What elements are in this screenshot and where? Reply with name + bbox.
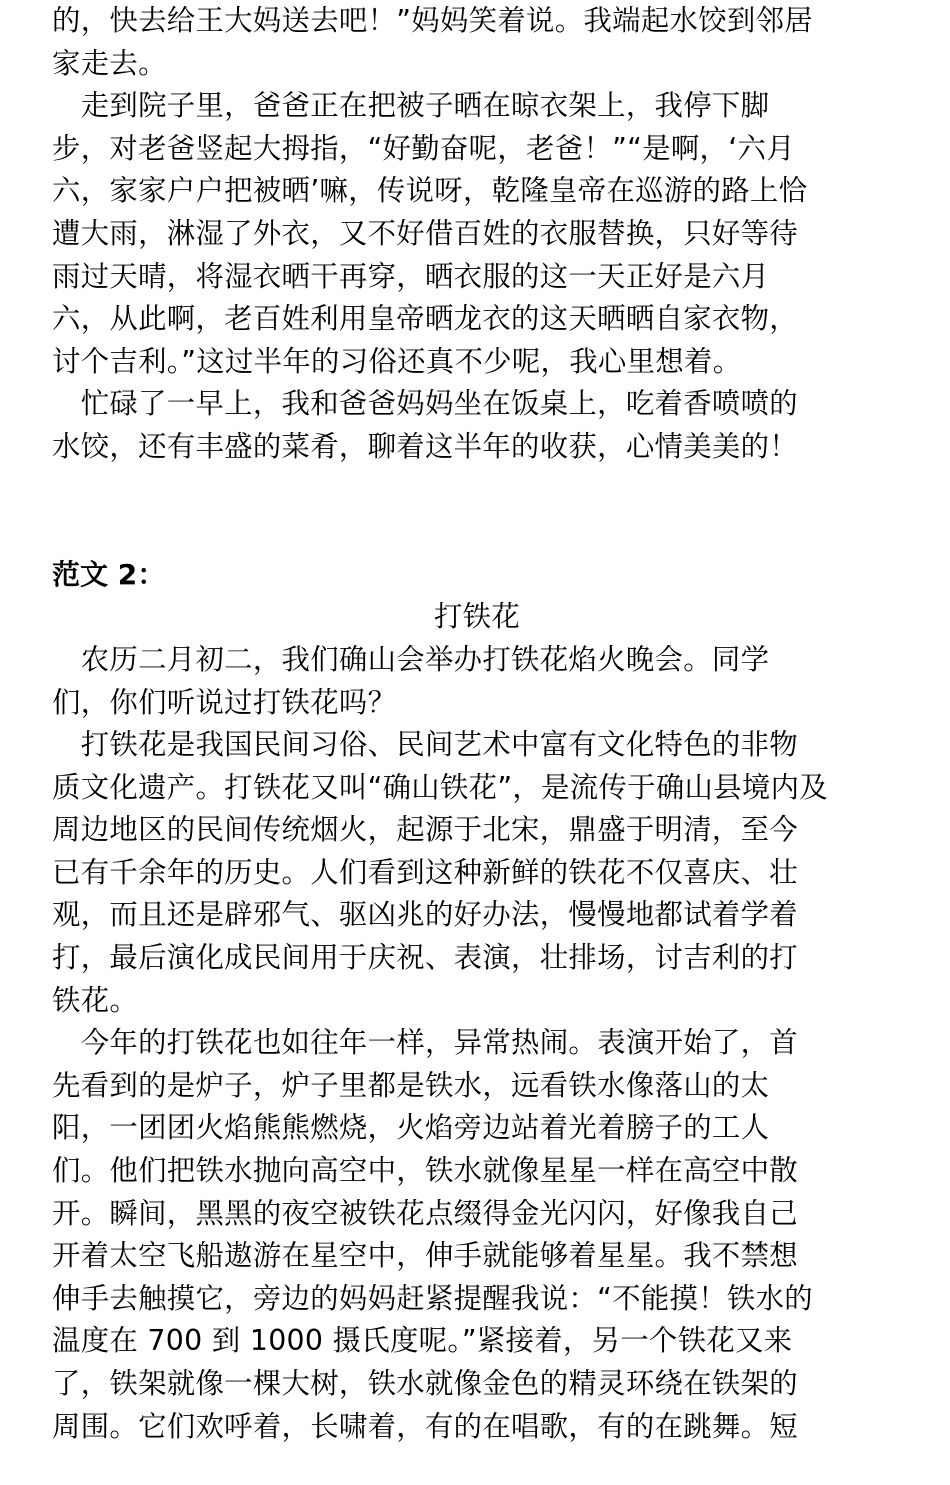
paragraph	[52, 1022, 902, 1448]
paragraph	[52, 639, 902, 724]
text-line: 打铁花是我国民间习俗、民间艺术中富有文化特色的非物	[52, 728, 798, 762]
text-line: 六，从此啊，老百姓利用皇帝晒龙衣的这天晒晒自家衣物，	[52, 302, 798, 336]
text-line: 步，对老爸竖起大拇指，“好勤奋呢，老爸！”“是啊，‘六月	[52, 131, 795, 165]
paragraph	[52, 85, 902, 383]
text-line: 打，最后演化成民间用于庆祝、表演，壮排场，讨吉利的打	[52, 941, 798, 975]
text-line: 讨个吉利。”这过半年的习俗还真不少呢，我心里想着。	[52, 344, 742, 378]
essay-title: 打铁花	[433, 600, 521, 634]
text-line: 的，快去给王大妈送去吧！”妈妈笑着说。我端起水饺到邻居	[52, 4, 813, 37]
text-line: 观，而且还是辟邪气、驱凶兆的好办法，慢慢地都试着学着	[52, 898, 798, 932]
text-line: 铁花。	[52, 983, 139, 1017]
text-line: 雨过天晴，将湿衣晒干再穿，晒衣服的这一天正好是六月	[52, 259, 770, 293]
text-line: 六，家家户户把被晒’嘛，传说呀，乾隆皇帝在巡游的路上恰	[52, 174, 808, 208]
text-line: 们，你们听说过打铁花吗？	[52, 685, 397, 719]
text-line: 开着太空飞船遨游在星空中，伸手就能够着星星。我不禁想	[52, 1239, 798, 1273]
paragraph	[52, 0, 902, 85]
text-line: 忙碌了一早上，我和爸爸妈妈坐在饭桌上，吃着香喷喷的	[52, 387, 798, 421]
text-line: 周围。它们欢呼着，长啸着，有的在唱歌，有的在跳舞。短	[52, 1409, 798, 1443]
text-line: 先看到的是炉子，炉子里都是铁水，远看铁水像落山的太	[52, 1068, 770, 1102]
text-line: 已有千余年的历史。人们看到这种新鲜的铁花不仅喜庆、壮	[52, 855, 798, 889]
continued-paragraphs	[52, 0, 902, 469]
text-line: 质文化遗产。打铁花又叫“确山铁花”，是流传于确山县境内及	[52, 770, 828, 804]
text-line: 温度在 700 到 1000 摄氏度呢。”紧接着，另一个铁花又来	[52, 1324, 793, 1358]
text-line: 家走去。	[52, 46, 167, 80]
text-line: 周边地区的民间传统烟火，起源于北宋，鼎盛于明清，至今	[52, 813, 798, 847]
text-line: 遭大雨，淋湿了外衣，又不好借百姓的衣服替换，只好等待	[52, 216, 798, 250]
text-line: 今年的打铁花也如往年一样，异常热闹。表演开始了，首	[52, 1026, 798, 1060]
blank-line	[52, 469, 902, 512]
text-line: 了，铁架就像一棵大树，铁水就像金色的精灵环绕在铁架的	[52, 1367, 798, 1400]
text-line: 伸手去触摸它，旁边的妈妈赶紧提醒我说：“不能摸！铁水的	[52, 1281, 813, 1315]
text-line: 农历二月初二，我们确山会举办打铁花焰火晚会。同学	[52, 642, 770, 676]
text-line: 开。瞬间，黑黑的夜空被铁花点缀得金光闪闪，好像我自己	[52, 1196, 798, 1230]
text-line: 们。他们把铁水抛向高空中，铁水就像星星一样在高空中散	[52, 1154, 798, 1188]
text-line: 走到院子里，爸爸正在把被子晒在晾衣架上，我停下脚	[52, 89, 770, 123]
essay-body	[52, 639, 902, 1448]
paragraph	[52, 383, 902, 468]
blank-line	[52, 511, 902, 554]
document-page	[52, 0, 902, 1448]
paragraph	[52, 724, 902, 1022]
text-line: 水饺，还有丰盛的菜肴，聊着这半年的收获，心情美美的！	[52, 429, 798, 463]
text-line: 阳，一团团火焰熊熊燃烧，火焰旁边站着光着膀子的工人	[52, 1111, 770, 1145]
section-heading: 范文 2：	[52, 557, 166, 591]
